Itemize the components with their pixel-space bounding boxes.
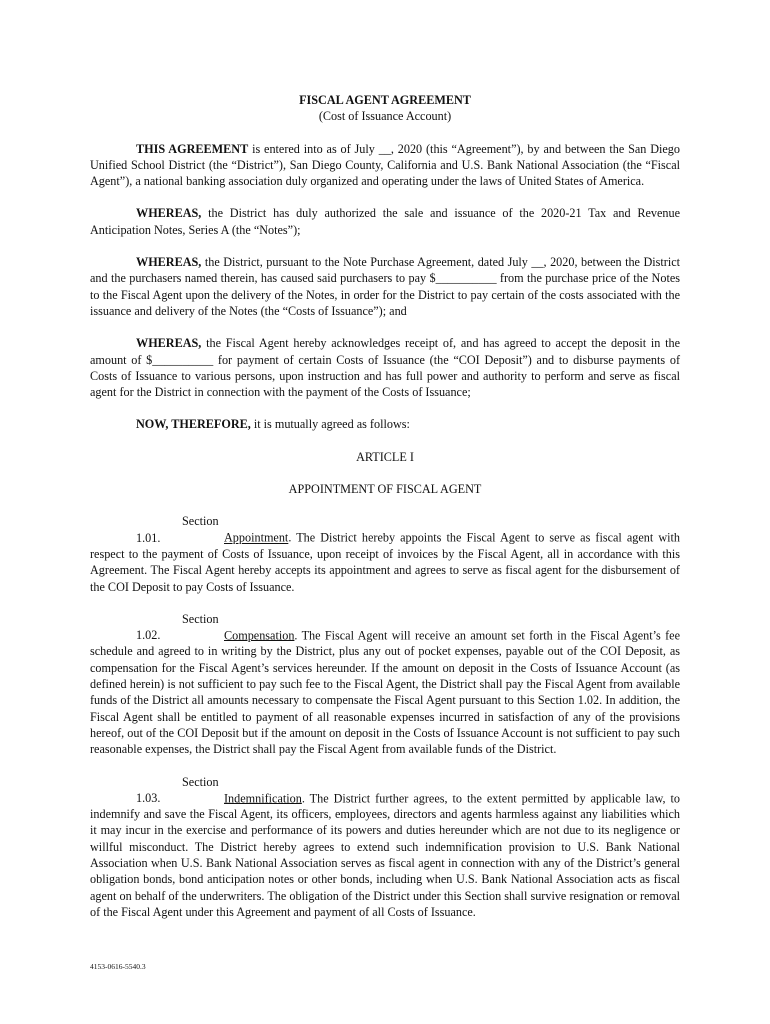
document-footer-id: 4153-0616-5540.3: [90, 962, 146, 971]
section-title: Compensation: [224, 628, 295, 643]
article-number: ARTICLE I: [356, 449, 414, 464]
document-title: FISCAL AGENT AGREEMENT: [299, 93, 471, 107]
now-therefore-text: it is mutually agreed as follows:: [250, 417, 410, 432]
section-text: . The District further agrees, to the extent permitted by applicable law, to indemnify and save the Fiscal Agent, its officers, employees, directors and agents harmless against any liabilities which it may incur in the exercise and performance of its powers and duties hereunder which are not due to its negligence or willful misconduct. The District hereby agrees to extend such indemnification provision to U.S. Bank National Association when U.S. Bank National Association serves as fiscal agent in connection with any of the District’s general obligation bonds, bond anticipation notes or other bonds, including when U.S. Bank National Association acts as fiscal agent on behalf of the underwriters. The obligation of the District under this Section shall survive resignation or removal of the Fiscal Agent under this Agreement and payment of all Costs of Issuance.: [90, 790, 680, 919]
section-text: . The District hereby appoints the Fiscal Agent to serve as fiscal agent with respect to the payment of Costs of Issuance, upon receipt of invoices by the Fiscal Agent, all in accordance with this Agreement. The Fiscal Agent hereby accepts its appointment and agrees to serve as fiscal agent for the disbursement of the COI Deposit to pay Costs of Issuance.: [90, 530, 680, 594]
section-number: Section 1.03.: [136, 774, 219, 805]
section-1-01: [90, 513, 680, 594]
section-title: Appointment: [224, 530, 289, 545]
section-text: . The Fiscal Agent will receive an amount set forth in the Fiscal Agent’s fee schedule and agreed to in writing by the District, plus any out of pocket expenses, payable out of the COI Deposit, as compensation for the Fiscal Agent’s services hereunder. If the amount on deposit in the Costs of Issuance Account (as defined herein) is not sufficient to pay such fee to the Fiscal Agent, the District shall pay the Fiscal Agent from available funds of the District all amounts necessary to compensate the Fiscal Agent pursuant to this Section 1.02. In addition, the Fiscal Agent shall be entitled to payment of all reasonable expenses incurred in satisfaction of any of the provisions hereof, out of the COI Deposit but if the amount on deposit in the Costs of Issuance Account is not sufficient to pay such reasonable expenses, the District shall pay the Fiscal Agent from available funds of the District.: [90, 628, 680, 757]
whereas-paragraph-1: [90, 205, 680, 238]
whereas-text: the District, pursuant to the Note Purchase Agreement, dated July __, 2020, between the District and the purchasers named therein, has caused said purchasers to pay $__________ from the purchase price of the Notes to the Fiscal Agent upon the delivery of the Notes, in order for the District to pay certain of the costs associated with the issuance and delivery of the Notes (the “Costs of Issuance”); and: [90, 255, 680, 318]
whereas-lead: WHEREAS,: [136, 336, 202, 351]
section-1-03: [90, 774, 680, 921]
preamble-text: is entered into as of July __, 2020 (this “Agreement”), by and between the San Diego Unified School District (the “District”), San Diego County, California and U.S. Bank National Association (the “Fiscal Agent”), a national banking association duly organized and operating under the laws of United States of America.: [90, 141, 680, 189]
whereas-text: the Fiscal Agent hereby acknowledges receipt of, and has agreed to accept the deposit in the amount of $__________ for payment of certain Costs of Issuance (the “COI Deposit”) and to disburse payments of Costs of Issuance to various persons, upon instruction and has full power and authority to perform and serve as fiscal agent for the District in connection with the payment of the Costs of Issuance;: [90, 336, 680, 400]
preamble-paragraph: [90, 141, 680, 190]
whereas-lead: WHEREAS,: [136, 206, 202, 221]
whereas-paragraph-3: [90, 335, 680, 400]
whereas-text: the District has duly authorized the sale and issuance of the 2020-21 Tax and Revenue Anticipation Notes, Series A (the “Notes”);: [90, 206, 680, 237]
now-therefore-paragraph: [90, 416, 680, 432]
now-therefore-lead: NOW, THEREFORE,: [136, 417, 251, 432]
document-subtitle: (Cost of Issuance Account): [318, 109, 452, 124]
document-body: [90, 92, 680, 936]
article-title: APPOINTMENT OF FISCAL AGENT: [288, 482, 482, 497]
section-1-02: [90, 611, 680, 758]
whereas-paragraph-2: [90, 254, 680, 319]
preamble-lead: THIS AGREEMENT: [136, 141, 249, 156]
section-title: Indemnification: [224, 790, 302, 805]
whereas-lead: WHEREAS,: [136, 255, 202, 270]
section-number: Section 1.02.: [136, 611, 219, 643]
section-number: Section 1.01.: [136, 514, 219, 545]
